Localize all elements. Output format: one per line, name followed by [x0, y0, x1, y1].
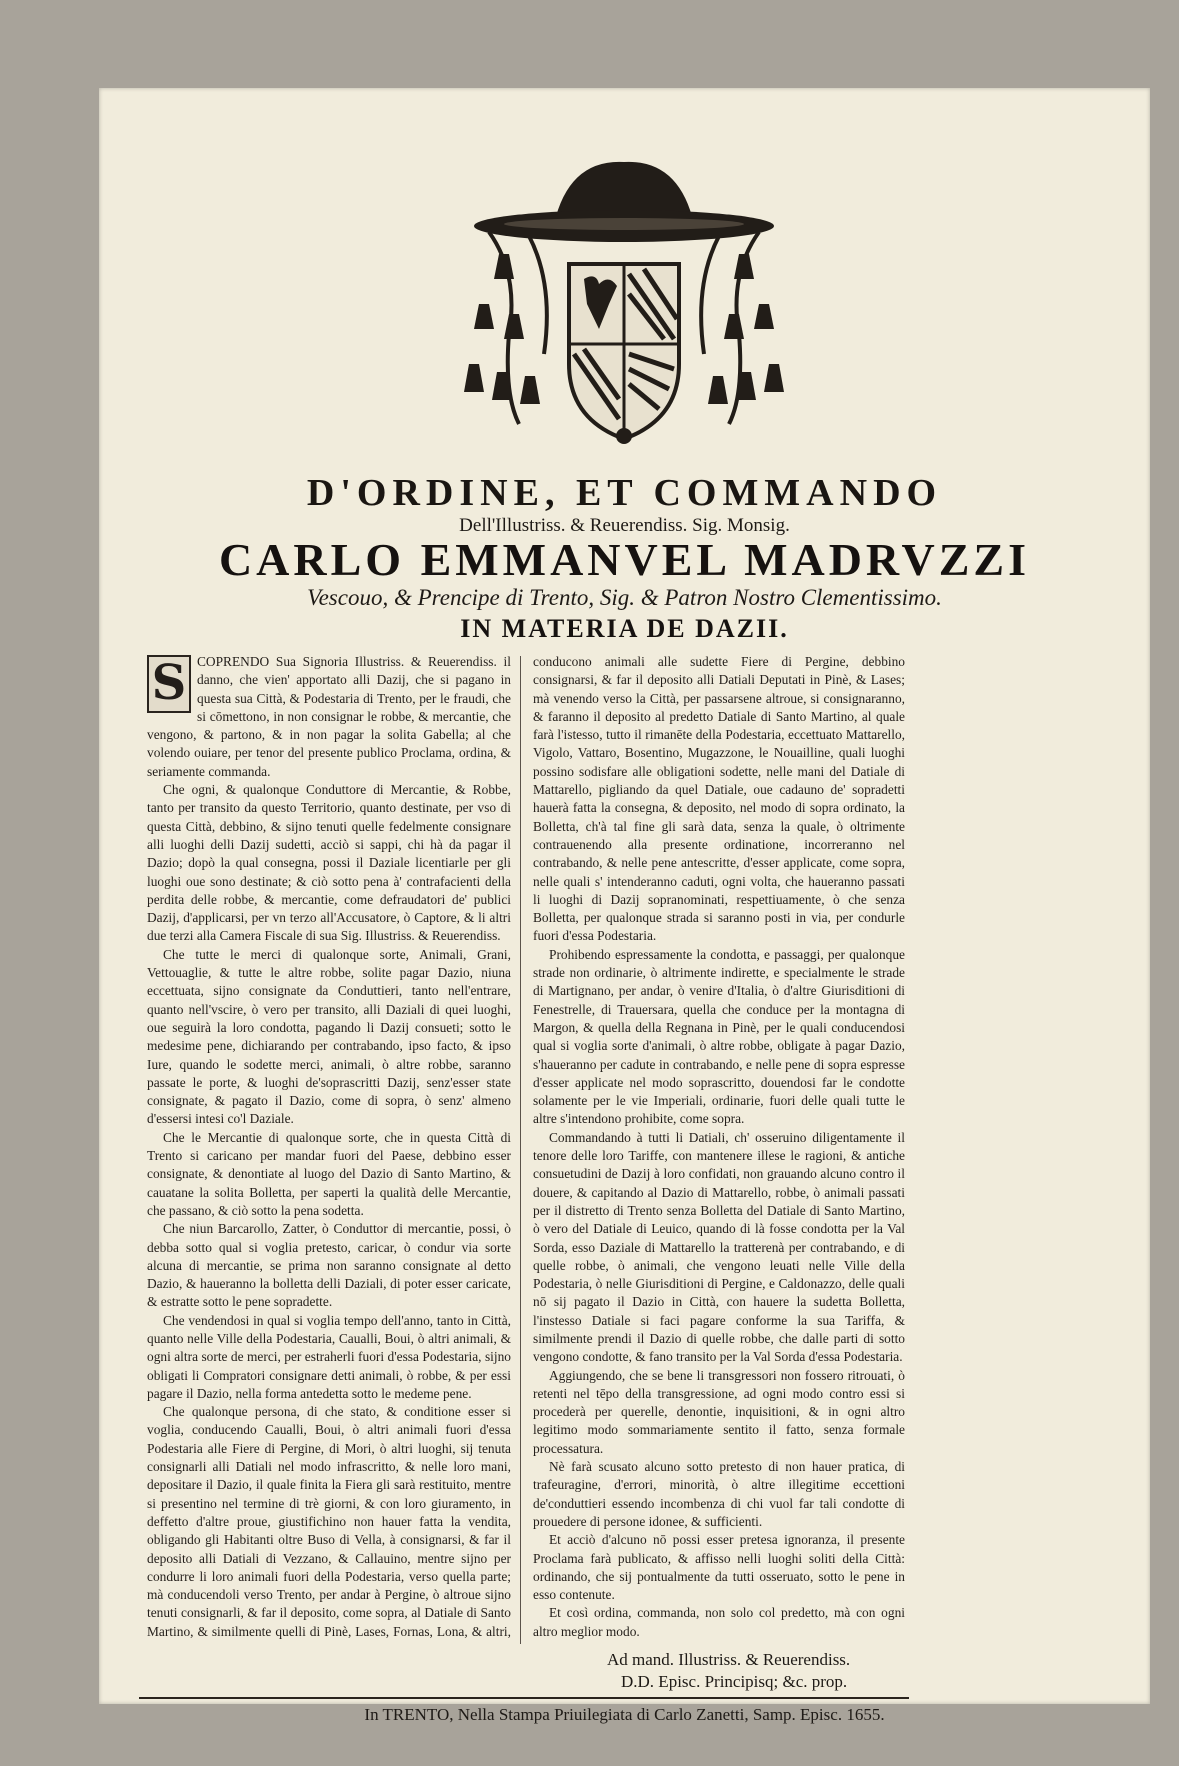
paragraph: Aggiungendo, che se bene li transgressori non fossero ritrouati, ò retenti nel tēpo della transgressione, ad ogni modo contro essi si procederà per querelle, denontie, inquisitioni, & in ogni altro legitimo modo sommariamente sentito il fatto, senza formale processatura.: [533, 1367, 905, 1456]
paragraph: Nè farà scusato alcuno sotto pretesto di non hauer pratica, di trafeuragine, d'errori, minorità, ò altre illegitime eccettioni de'conduttieri essendo incombenza di chi vuol far tali condotte di prouedere di persone idonee, & sufficienti.: [533, 1459, 905, 1529]
dropcap-initial: S: [147, 655, 191, 713]
paragraph: Commandando à tutti li Datiali, ch' osseruino diligentamente il tenore delle loro Tariffe, con mantenere illese le ragioni, & antiche consuetudini de Dazij à loro confidati, non grauando alcuno contro il douere, & capitando al Dazio di Mattarello, robbe, ò animali passati per il distretto di Trento senza Bolletta del Datiale di Santo Martino, ò vero del Datiale di Leuico, quando di là fosse condotta per la Val Sorda, esso Daziale di Mattarello la tratterenà per contrabando, e di quelle robbe, ò animali, che vengono leuati nelle Ville della Podestaria, ò nelle Giurisditioni di Pergine, e Caldonazzo, delle quali nō sij pagato il Dazio in Città, con hauere la sudetta Bolletta, l'instesso Datiale si faci pagare conforme la sua Tariffa, & similmente prendi il Dazio di quelle robbe, che dalle parti di sotto vengono condotte, & fano transito per la Val Sorda d'essa Podestaria.: [533, 1129, 905, 1365]
printer-imprint: In TRENTO, Nella Stampa Priuilegiata di Carlo Zanetti, Samp. Episc. 1655.: [364, 1705, 885, 1724]
heading-line-1: D'ORDINE, ET COMMANDO: [306, 472, 943, 514]
paragraph: Che tutte le merci di qualonque sorte, Animali, Grani, Vettouaglie, & tutte le altre robbe, solite pagar Dazio, niuna eccettuata, sijno consignate da Conduttieri, tanto nell'entrare, quanto nell'vscire, ò vero per transito, alli Daziali di quei luoghi, oue seguirà la loro condotta, pagando li Dazij consueti; sotto le medesime pene, dichiarando per contrabando, ipso facto, & ipso Iure, quando le sodette merci, animali, ò altre robbe, saranno passate le porte, & luoghi de'soprascritti Dazij, senz'esser state consignate, & pagato il Dazio, come di sopra, ò senz' almeno d'essersi intesi co'l Daziale.: [147, 946, 511, 1127]
footer-rule: [139, 1697, 909, 1699]
signature-line-2: D.D. Episc. Principisq; &c. prop.: [621, 1672, 848, 1691]
paragraph: Che vendendosi in qual si voglia tempo dell'anno, tanto in Città, quanto nelle Ville della Podestaria, Caualli, Boui, ò altri animali, & ogni altra sorte de merci, per estraherli fuori d'essa Podestaria, sijno obligati li Compratori consignare detti animali, ò robbe, & per essi pagare il Dazio, nella forma antedetta sotto le medeme pene.: [147, 1312, 511, 1401]
paragraph: Prohibendo espressamente la condotta, e passaggi, per qualonque strade non ordinarie, ò altrimente indirette, e specialmente le strade di Martignano, per andar, ò venire d'Italia, ò d'altre Giurisditioni di Fenestrelle, di Trauersara, quella che conduce per la montagna di Margon, & quella della Regnana in Pinè, per le quali conducendosi qual si voglia sorte d'animali, ò altre robbe, obligate à pagar Dazio, s'haueranno per cadute in contrabando, e nelle pene di sopra espresse d'esser applicate nel modo soprascritto, douendosi far le condotte solamente per le vie Imperiali, ordinarie, fuori delle quali tutte le altre s'intendono prohibite, come sopra.: [533, 946, 905, 1127]
paragraph: Che ogni, & qualonque Conduttore di Mercantie, & Robbe, tanto per transito da questo Territorio, quanto destinate, per vso di questa Città, debbino, & sijno tenuti quelle fedelmente consignare alli luoghi delli Dazij sudetti, acciò si sappi, chi hà da pagar il Dazio; dopò la qual consegna, possi il Daziale licentiarle per gli luoghi oue sono destinate; & ciò sotto pena à' contrafacienti della perdita delle robbe, & mercantie, come defraudatori de' publici Dazij, d'applicarsi, per vn terzo all'Accusatore, ò Captore, & li altri due terzi alla Camera Fiscale di sua Sig. Illustriss. & Reuerendiss.: [147, 782, 511, 944]
coat-of-arms-icon: [459, 154, 789, 446]
column-divider: [520, 656, 521, 1644]
heading-line-4: Vescouo, & Prencipe di Trento, Sig. & Patron Nostro Clementissimo.: [307, 585, 942, 610]
paragraph: Che qualonque persona, di che stato, & conditione esser si voglia, conducendo Caualli, Boui, ò altri animali fuori d'essa Podestaria alle Fiere di Pergine, di Mori, ò altri luoghi, sij tenuta consignarli alli Datiali nel modo infrascritto, & nelle loro mani, depositare il Dazio, il quale finita la Fiera gli sarà restituito, mentre si presentino nel termine di trè giorni, & con loro giuramento, in deffetto d'altre proue, giustifichino non hauer fatta la vendita, obligando gli Habitanti oltre Buso di Vella, à consignarsi, & far il deposito alli Datiali di Vezzano, & Callauino, mentre sijno per condurre li loro animali fuori della Podestaria, verso quella parte; mà conducendoli verso Trento, per andar à Pergine, ò altroue sijno tenuti consignarli, & far il deposito, come sopra, al Datiale di Santo Martino, & similmente quelli di Pinè, Lases, Fornas, Lona, & altri,: [147, 1404, 511, 1639]
paragraph: conducono animali alle sudette Fiere di Pergine, debbino consignarsi, & far il deposito alli Datiali Deputati in Pinè, & Lases; mà venendo verso la Città, per passarsene altroue, si consignaranno, & faranno il deposito al predetto Datiale di Santo Martino, al quale farà l'istesso, tutto il rimanēte della Podestaria, eccettuato Mattarello, Vigolo, Vattaro, Bosentino, Mugazzone, le Nouailline, quali luoghi possino sodisfare alle obligationi sodette, nelle mani del Datiale di Mattarello, pigliando da quel Datiale, oue cadauno de' sopradetti hauerà fatta la consegna, & deposito, nel modo di sopra ordinato, la Bolletta, ch'à tal fine gli sarà data, senza la quale, ò oltrimente contrauenendo alla presente ordinatione, incorreranno nel contrabando, & nelle pene antescritte, d'esser applicate, come sopra, nelle quali s' intenderanno caduti, ogni volta, che haueranno passati li luoghi di Dazij sopranominati, respettiuamente, ò che senza Bolletta, per qualonque strada si saranno posti in via, per condurle fuori d'essa Podestaria.: [533, 654, 905, 944]
paragraph: S COPRENDO Sua Signoria Illustriss. & Reuerendiss. il danno, che vien' apportato alli Dazij, che si pagano in questa sua Città, & Podestaria di Trento, per le fraudi, che si cōmettono, in non consignar le robbe, & mercantie, che vengono, & partono, & in non pagar la solita Gabella; al che volendo ouiare, per tenor del presente publico Proclama, ordina, & seriamente commanda.: [147, 654, 511, 779]
heading-line-2: Dell'Illustriss. & Reuerendiss. Sig. Monsig.: [459, 515, 790, 536]
heading-subject: IN MATERIA DE DAZII.: [460, 614, 789, 643]
signature-line-1: Ad mand. Illustriss. & Reuerendiss.: [607, 1650, 851, 1669]
text-column-left: [147, 653, 511, 1643]
paragraph: Et acciò d'alcuno nō possi esser pretesa ignoranza, il presente Proclama farà publicato, & affisso nelli luoghi soliti della Città: ordinando, che sij pontualmente da tutti osseruato, sotto le pene in esso contenute.: [533, 1532, 905, 1603]
proclamation-sheet: [99, 88, 1150, 1724]
text-column-right: [533, 653, 905, 1643]
paragraph: Che le Mercantie di qualonque sorte, che in questa Città di Trento si caricano per mandar fuori del Paese, debbino esser consignate, & denontiate al luogo del Dazio di Santo Martino, & cauatane la solita Bolletta, per saperti la qualità delle Mercantie, che passano, & ciò sotto la pena sodetta.: [147, 1129, 511, 1218]
paragraph: Et così ordina, commanda, non solo col predetto, mà con ogni altro meglior modo.: [533, 1605, 905, 1639]
heading-bishop-name: CARLO EMMANVEL MADRVZZI: [218, 534, 1031, 585]
paragraph: Che niun Barcarollo, Zatter, ò Conduttor di mercantie, possi, ò debba sotto qual si voglia pretesto, caricar, ò condur via sorte alcuna di mercantie, se prima non saranno consignate al detto Dazio, & haueranno la bolletta delli Daziali, di poter esser caricate, & estratte sotto le pene sopradette.: [147, 1221, 511, 1310]
